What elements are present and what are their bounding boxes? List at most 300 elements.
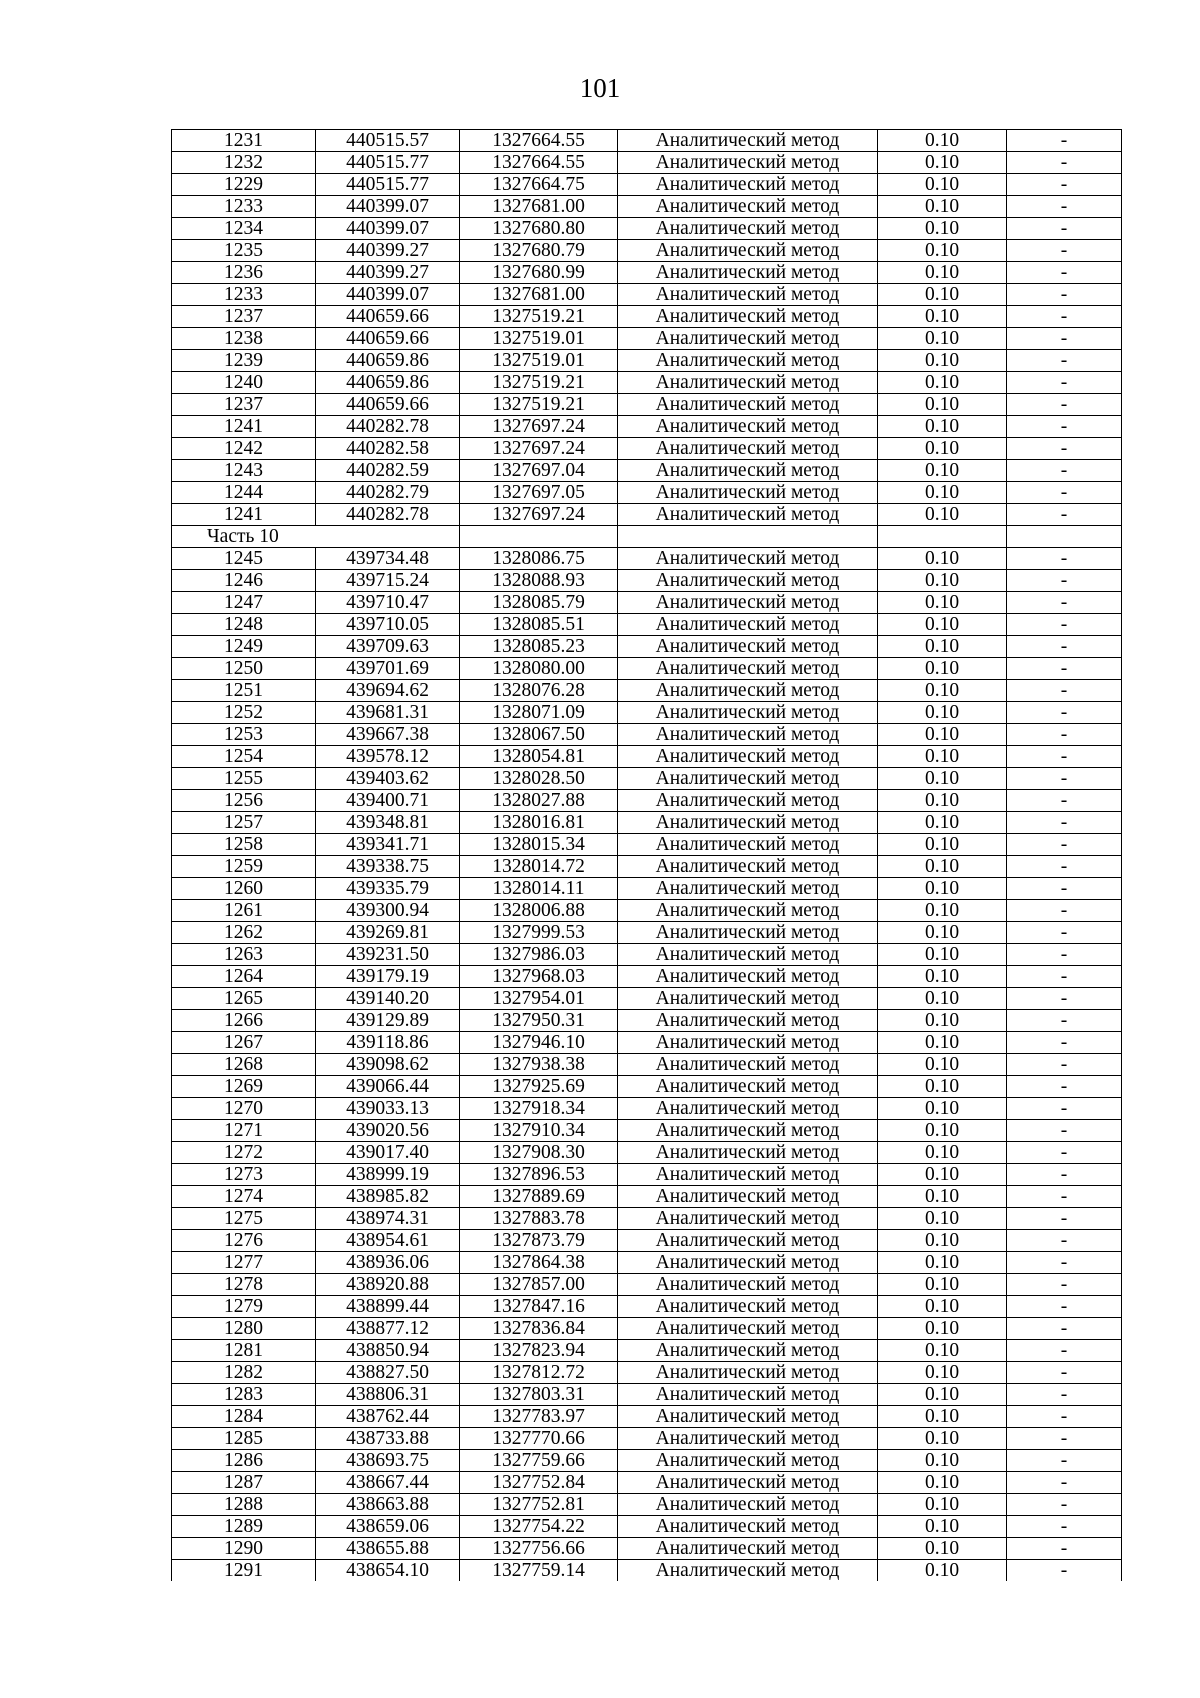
accuracy-cell: 0.10 xyxy=(878,1560,1007,1582)
note-cell: - xyxy=(1007,988,1122,1010)
y-coordinate-cell: 1327986.03 xyxy=(460,944,618,966)
y-coordinate-cell: 1327950.31 xyxy=(460,1010,618,1032)
point-number-cell: 1247 xyxy=(172,592,316,614)
method-cell: Аналитический метод xyxy=(618,790,878,812)
x-coordinate-cell: 438877.12 xyxy=(316,1318,460,1340)
x-coordinate-cell: 440659.66 xyxy=(316,306,460,328)
table-row xyxy=(172,1252,1122,1274)
note-cell: - xyxy=(1007,174,1122,196)
x-coordinate-cell: 440515.57 xyxy=(316,130,460,152)
x-coordinate-cell: 440659.86 xyxy=(316,372,460,394)
table-row xyxy=(172,1384,1122,1406)
accuracy-cell: 0.10 xyxy=(878,1362,1007,1384)
method-cell: Аналитический метод xyxy=(618,1076,878,1098)
accuracy-cell: 0.10 xyxy=(878,218,1007,240)
y-coordinate-cell: 1327857.00 xyxy=(460,1274,618,1296)
table-row xyxy=(172,1230,1122,1252)
y-coordinate-cell: 1327519.21 xyxy=(460,306,618,328)
y-coordinate-cell: 1327908.30 xyxy=(460,1142,618,1164)
x-coordinate-cell: 439129.89 xyxy=(316,1010,460,1032)
note-cell: - xyxy=(1007,592,1122,614)
note-cell: - xyxy=(1007,1428,1122,1450)
x-coordinate-cell: 438920.88 xyxy=(316,1274,460,1296)
x-coordinate-cell: 440282.79 xyxy=(316,482,460,504)
note-cell: - xyxy=(1007,1274,1122,1296)
accuracy-cell: 0.10 xyxy=(878,240,1007,262)
table-row xyxy=(172,218,1122,240)
point-number-cell: 1261 xyxy=(172,900,316,922)
y-coordinate-cell: 1327896.53 xyxy=(460,1164,618,1186)
point-number-cell: 1269 xyxy=(172,1076,316,1098)
accuracy-cell: 0.10 xyxy=(878,350,1007,372)
table-row xyxy=(172,636,1122,658)
section-label: Часть 10 xyxy=(172,526,460,548)
method-cell: Аналитический метод xyxy=(618,218,878,240)
table-row xyxy=(172,878,1122,900)
accuracy-cell: 0.10 xyxy=(878,1142,1007,1164)
page-number: 101 xyxy=(579,73,621,103)
y-coordinate-cell: 1327680.99 xyxy=(460,262,618,284)
method-cell: Аналитический метод xyxy=(618,834,878,856)
accuracy-cell: 0.10 xyxy=(878,1340,1007,1362)
table-row xyxy=(172,790,1122,812)
accuracy-cell: 0.10 xyxy=(878,1120,1007,1142)
note-cell: - xyxy=(1007,1472,1122,1494)
method-cell: Аналитический метод xyxy=(618,1384,878,1406)
point-number-cell: 1271 xyxy=(172,1120,316,1142)
table-row xyxy=(172,1054,1122,1076)
method-cell: Аналитический метод xyxy=(618,1274,878,1296)
y-coordinate-cell: 1328067.50 xyxy=(460,724,618,746)
table-row xyxy=(172,460,1122,482)
accuracy-cell: 0.10 xyxy=(878,1010,1007,1032)
table-row xyxy=(172,1406,1122,1428)
table-row xyxy=(172,856,1122,878)
method-cell: Аналитический метод xyxy=(618,1252,878,1274)
y-coordinate-cell: 1327664.55 xyxy=(460,130,618,152)
table-row xyxy=(172,1186,1122,1208)
y-coordinate-cell: 1328028.50 xyxy=(460,768,618,790)
y-coordinate-cell: 1327883.78 xyxy=(460,1208,618,1230)
method-cell: Аналитический метод xyxy=(618,592,878,614)
x-coordinate-cell: 438667.44 xyxy=(316,1472,460,1494)
method-cell: Аналитический метод xyxy=(618,1494,878,1516)
method-cell: Аналитический метод xyxy=(618,1186,878,1208)
method-cell: Аналитический метод xyxy=(618,988,878,1010)
x-coordinate-cell: 439140.20 xyxy=(316,988,460,1010)
accuracy-cell: 0.10 xyxy=(878,1230,1007,1252)
method-cell: Аналитический метод xyxy=(618,196,878,218)
y-coordinate-cell: 1328054.81 xyxy=(460,746,618,768)
x-coordinate-cell: 438974.31 xyxy=(316,1208,460,1230)
accuracy-cell: 0.10 xyxy=(878,152,1007,174)
note-cell: - xyxy=(1007,680,1122,702)
y-coordinate-cell: 1327873.79 xyxy=(460,1230,618,1252)
method-cell: Аналитический метод xyxy=(618,724,878,746)
y-coordinate-cell: 1327836.84 xyxy=(460,1318,618,1340)
y-coordinate-cell: 1327783.97 xyxy=(460,1406,618,1428)
table-row xyxy=(172,548,1122,570)
note-cell: - xyxy=(1007,636,1122,658)
note-cell: - xyxy=(1007,1296,1122,1318)
table-row xyxy=(172,1120,1122,1142)
point-number-cell: 1287 xyxy=(172,1472,316,1494)
point-number-cell: 1251 xyxy=(172,680,316,702)
note-cell: - xyxy=(1007,702,1122,724)
table-row xyxy=(172,1208,1122,1230)
note-cell: - xyxy=(1007,1516,1122,1538)
method-cell: Аналитический метод xyxy=(618,460,878,482)
note-cell: - xyxy=(1007,790,1122,812)
method-cell: Аналитический метод xyxy=(618,878,878,900)
method-cell: Аналитический метод xyxy=(618,152,878,174)
point-number-cell: 1250 xyxy=(172,658,316,680)
point-number-cell: 1281 xyxy=(172,1340,316,1362)
method-cell: Аналитический метод xyxy=(618,570,878,592)
note-cell: - xyxy=(1007,416,1122,438)
table-row xyxy=(172,1010,1122,1032)
note-cell: - xyxy=(1007,152,1122,174)
note-cell: - xyxy=(1007,812,1122,834)
point-number-cell: 1266 xyxy=(172,1010,316,1032)
y-coordinate-cell: 1327664.55 xyxy=(460,152,618,174)
coordinates-table xyxy=(171,129,1122,1581)
point-number-cell: 1231 xyxy=(172,130,316,152)
table-row xyxy=(172,130,1122,152)
point-number-cell: 1237 xyxy=(172,306,316,328)
y-coordinate-cell: 1328085.79 xyxy=(460,592,618,614)
accuracy-cell: 0.10 xyxy=(878,504,1007,526)
point-number-cell: 1290 xyxy=(172,1538,316,1560)
accuracy-cell: 0.10 xyxy=(878,1164,1007,1186)
x-coordinate-cell: 439033.13 xyxy=(316,1098,460,1120)
point-number-cell: 1277 xyxy=(172,1252,316,1274)
x-coordinate-cell: 439578.12 xyxy=(316,746,460,768)
note-cell: - xyxy=(1007,1010,1122,1032)
y-coordinate-cell: 1327759.66 xyxy=(460,1450,618,1472)
y-coordinate-cell: 1327697.24 xyxy=(460,438,618,460)
y-coordinate-cell: 1327889.69 xyxy=(460,1186,618,1208)
table-row xyxy=(172,328,1122,350)
accuracy-cell: 0.10 xyxy=(878,1406,1007,1428)
point-number-cell: 1232 xyxy=(172,152,316,174)
accuracy-cell: 0.10 xyxy=(878,988,1007,1010)
empty-cell xyxy=(618,526,878,548)
x-coordinate-cell: 438655.88 xyxy=(316,1538,460,1560)
method-cell: Аналитический метод xyxy=(618,504,878,526)
accuracy-cell: 0.10 xyxy=(878,174,1007,196)
y-coordinate-cell: 1327697.24 xyxy=(460,504,618,526)
table-row xyxy=(172,504,1122,526)
method-cell: Аналитический метод xyxy=(618,812,878,834)
point-number-cell: 1237 xyxy=(172,394,316,416)
method-cell: Аналитический метод xyxy=(618,1032,878,1054)
y-coordinate-cell: 1327697.24 xyxy=(460,416,618,438)
accuracy-cell: 0.10 xyxy=(878,570,1007,592)
y-coordinate-cell: 1327946.10 xyxy=(460,1032,618,1054)
method-cell: Аналитический метод xyxy=(618,1428,878,1450)
method-cell: Аналитический метод xyxy=(618,1340,878,1362)
x-coordinate-cell: 438985.82 xyxy=(316,1186,460,1208)
method-cell: Аналитический метод xyxy=(618,284,878,306)
method-cell: Аналитический метод xyxy=(618,1538,878,1560)
x-coordinate-cell: 440515.77 xyxy=(316,174,460,196)
note-cell: - xyxy=(1007,1164,1122,1186)
point-number-cell: 1238 xyxy=(172,328,316,350)
x-coordinate-cell: 440399.07 xyxy=(316,196,460,218)
note-cell: - xyxy=(1007,1560,1122,1582)
note-cell: - xyxy=(1007,328,1122,350)
note-cell: - xyxy=(1007,218,1122,240)
y-coordinate-cell: 1327823.94 xyxy=(460,1340,618,1362)
note-cell: - xyxy=(1007,196,1122,218)
y-coordinate-cell: 1327756.66 xyxy=(460,1538,618,1560)
note-cell: - xyxy=(1007,394,1122,416)
x-coordinate-cell: 440399.27 xyxy=(316,262,460,284)
y-coordinate-cell: 1327918.34 xyxy=(460,1098,618,1120)
x-coordinate-cell: 439335.79 xyxy=(316,878,460,900)
accuracy-cell: 0.10 xyxy=(878,680,1007,702)
empty-cell xyxy=(1007,526,1122,548)
x-coordinate-cell: 439709.63 xyxy=(316,636,460,658)
accuracy-cell: 0.10 xyxy=(878,196,1007,218)
x-coordinate-cell: 439348.81 xyxy=(316,812,460,834)
method-cell: Аналитический метод xyxy=(618,1230,878,1252)
x-coordinate-cell: 439118.86 xyxy=(316,1032,460,1054)
table-row xyxy=(172,1362,1122,1384)
table-row xyxy=(172,262,1122,284)
accuracy-cell: 0.10 xyxy=(878,328,1007,350)
accuracy-cell: 0.10 xyxy=(878,966,1007,988)
note-cell: - xyxy=(1007,1120,1122,1142)
method-cell: Аналитический метод xyxy=(618,856,878,878)
y-coordinate-cell: 1327847.16 xyxy=(460,1296,618,1318)
note-cell: - xyxy=(1007,1076,1122,1098)
x-coordinate-cell: 438762.44 xyxy=(316,1406,460,1428)
note-cell: - xyxy=(1007,548,1122,570)
table-row xyxy=(172,1450,1122,1472)
note-cell: - xyxy=(1007,1318,1122,1340)
method-cell: Аналитический метод xyxy=(618,702,878,724)
method-cell: Аналитический метод xyxy=(618,614,878,636)
x-coordinate-cell: 439667.38 xyxy=(316,724,460,746)
accuracy-cell: 0.10 xyxy=(878,1538,1007,1560)
note-cell: - xyxy=(1007,1362,1122,1384)
point-number-cell: 1242 xyxy=(172,438,316,460)
note-cell: - xyxy=(1007,1054,1122,1076)
table-row xyxy=(172,1516,1122,1538)
accuracy-cell: 0.10 xyxy=(878,284,1007,306)
accuracy-cell: 0.10 xyxy=(878,1472,1007,1494)
y-coordinate-cell: 1327519.21 xyxy=(460,372,618,394)
method-cell: Аналитический метод xyxy=(618,900,878,922)
point-number-cell: 1246 xyxy=(172,570,316,592)
accuracy-cell: 0.10 xyxy=(878,130,1007,152)
table-row xyxy=(172,1274,1122,1296)
x-coordinate-cell: 439710.47 xyxy=(316,592,460,614)
method-cell: Аналитический метод xyxy=(618,1318,878,1340)
table-row xyxy=(172,1032,1122,1054)
point-number-cell: 1275 xyxy=(172,1208,316,1230)
method-cell: Аналитический метод xyxy=(618,1406,878,1428)
x-coordinate-cell: 439098.62 xyxy=(316,1054,460,1076)
note-cell: - xyxy=(1007,460,1122,482)
point-number-cell: 1267 xyxy=(172,1032,316,1054)
table-row xyxy=(172,1164,1122,1186)
accuracy-cell: 0.10 xyxy=(878,306,1007,328)
accuracy-cell: 0.10 xyxy=(878,460,1007,482)
method-cell: Аналитический метод xyxy=(618,482,878,504)
table-row xyxy=(172,1538,1122,1560)
method-cell: Аналитический метод xyxy=(618,1120,878,1142)
y-coordinate-cell: 1327752.84 xyxy=(460,1472,618,1494)
table-row xyxy=(172,922,1122,944)
method-cell: Аналитический метод xyxy=(618,372,878,394)
accuracy-cell: 0.10 xyxy=(878,812,1007,834)
method-cell: Аналитический метод xyxy=(618,416,878,438)
table-row xyxy=(172,702,1122,724)
point-number-cell: 1283 xyxy=(172,1384,316,1406)
accuracy-cell: 0.10 xyxy=(878,1054,1007,1076)
x-coordinate-cell: 440282.59 xyxy=(316,460,460,482)
y-coordinate-cell: 1328015.34 xyxy=(460,834,618,856)
method-cell: Аналитический метод xyxy=(618,1054,878,1076)
method-cell: Аналитический метод xyxy=(618,1142,878,1164)
point-number-cell: 1243 xyxy=(172,460,316,482)
x-coordinate-cell: 440399.27 xyxy=(316,240,460,262)
point-number-cell: 1280 xyxy=(172,1318,316,1340)
note-cell: - xyxy=(1007,262,1122,284)
x-coordinate-cell: 439300.94 xyxy=(316,900,460,922)
note-cell: - xyxy=(1007,856,1122,878)
x-coordinate-cell: 440282.58 xyxy=(316,438,460,460)
method-cell: Аналитический метод xyxy=(618,922,878,944)
note-cell: - xyxy=(1007,1142,1122,1164)
table-row xyxy=(172,350,1122,372)
x-coordinate-cell: 440282.78 xyxy=(316,504,460,526)
empty-cell xyxy=(878,526,1007,548)
y-coordinate-cell: 1328014.72 xyxy=(460,856,618,878)
note-cell: - xyxy=(1007,614,1122,636)
y-coordinate-cell: 1327697.04 xyxy=(460,460,618,482)
y-coordinate-cell: 1328088.93 xyxy=(460,570,618,592)
note-cell: - xyxy=(1007,966,1122,988)
accuracy-cell: 0.10 xyxy=(878,922,1007,944)
method-cell: Аналитический метод xyxy=(618,1296,878,1318)
y-coordinate-cell: 1327999.53 xyxy=(460,922,618,944)
method-cell: Аналитический метод xyxy=(618,306,878,328)
table-row xyxy=(172,1340,1122,1362)
accuracy-cell: 0.10 xyxy=(878,1428,1007,1450)
x-coordinate-cell: 438806.31 xyxy=(316,1384,460,1406)
accuracy-cell: 0.10 xyxy=(878,790,1007,812)
note-cell: - xyxy=(1007,1450,1122,1472)
table-row xyxy=(172,438,1122,460)
coordinates-table-body xyxy=(172,130,1122,1582)
note-cell: - xyxy=(1007,1186,1122,1208)
accuracy-cell: 0.10 xyxy=(878,1274,1007,1296)
x-coordinate-cell: 440659.86 xyxy=(316,350,460,372)
x-coordinate-cell: 440659.66 xyxy=(316,394,460,416)
method-cell: Аналитический метод xyxy=(618,262,878,284)
note-cell: - xyxy=(1007,1406,1122,1428)
point-number-cell: 1278 xyxy=(172,1274,316,1296)
method-cell: Аналитический метод xyxy=(618,1472,878,1494)
section-row xyxy=(172,526,1122,548)
accuracy-cell: 0.10 xyxy=(878,1208,1007,1230)
point-number-cell: 1265 xyxy=(172,988,316,1010)
accuracy-cell: 0.10 xyxy=(878,614,1007,636)
point-number-cell: 1268 xyxy=(172,1054,316,1076)
accuracy-cell: 0.10 xyxy=(878,1098,1007,1120)
table-row xyxy=(172,680,1122,702)
x-coordinate-cell: 439403.62 xyxy=(316,768,460,790)
table-row xyxy=(172,1560,1122,1582)
table-row xyxy=(172,614,1122,636)
accuracy-cell: 0.10 xyxy=(878,768,1007,790)
point-number-cell: 1272 xyxy=(172,1142,316,1164)
x-coordinate-cell: 439066.44 xyxy=(316,1076,460,1098)
table-row xyxy=(172,746,1122,768)
y-coordinate-cell: 1327754.22 xyxy=(460,1516,618,1538)
method-cell: Аналитический метод xyxy=(618,174,878,196)
point-number-cell: 1257 xyxy=(172,812,316,834)
method-cell: Аналитический метод xyxy=(618,350,878,372)
note-cell: - xyxy=(1007,130,1122,152)
x-coordinate-cell: 439269.81 xyxy=(316,922,460,944)
x-coordinate-cell: 439701.69 xyxy=(316,658,460,680)
point-number-cell: 1279 xyxy=(172,1296,316,1318)
note-cell: - xyxy=(1007,724,1122,746)
accuracy-cell: 0.10 xyxy=(878,1076,1007,1098)
note-cell: - xyxy=(1007,900,1122,922)
accuracy-cell: 0.10 xyxy=(878,1318,1007,1340)
point-number-cell: 1263 xyxy=(172,944,316,966)
table-row xyxy=(172,768,1122,790)
method-cell: Аналитический метод xyxy=(618,438,878,460)
table-row xyxy=(172,152,1122,174)
method-cell: Аналитический метод xyxy=(618,1362,878,1384)
accuracy-cell: 0.10 xyxy=(878,438,1007,460)
y-coordinate-cell: 1328085.51 xyxy=(460,614,618,636)
point-number-cell: 1255 xyxy=(172,768,316,790)
y-coordinate-cell: 1328080.00 xyxy=(460,658,618,680)
table-row xyxy=(172,570,1122,592)
method-cell: Аналитический метод xyxy=(618,1098,878,1120)
y-coordinate-cell: 1328076.28 xyxy=(460,680,618,702)
note-cell: - xyxy=(1007,438,1122,460)
x-coordinate-cell: 439715.24 xyxy=(316,570,460,592)
y-coordinate-cell: 1327680.80 xyxy=(460,218,618,240)
method-cell: Аналитический метод xyxy=(618,328,878,350)
note-cell: - xyxy=(1007,1340,1122,1362)
accuracy-cell: 0.10 xyxy=(878,636,1007,658)
table-row xyxy=(172,306,1122,328)
note-cell: - xyxy=(1007,1208,1122,1230)
x-coordinate-cell: 439338.75 xyxy=(316,856,460,878)
x-coordinate-cell: 440659.66 xyxy=(316,328,460,350)
accuracy-cell: 0.10 xyxy=(878,1252,1007,1274)
point-number-cell: 1252 xyxy=(172,702,316,724)
table-row xyxy=(172,372,1122,394)
y-coordinate-cell: 1327519.01 xyxy=(460,328,618,350)
accuracy-cell: 0.10 xyxy=(878,372,1007,394)
note-cell: - xyxy=(1007,482,1122,504)
note-cell: - xyxy=(1007,658,1122,680)
note-cell: - xyxy=(1007,746,1122,768)
y-coordinate-cell: 1327968.03 xyxy=(460,966,618,988)
table-row xyxy=(172,944,1122,966)
